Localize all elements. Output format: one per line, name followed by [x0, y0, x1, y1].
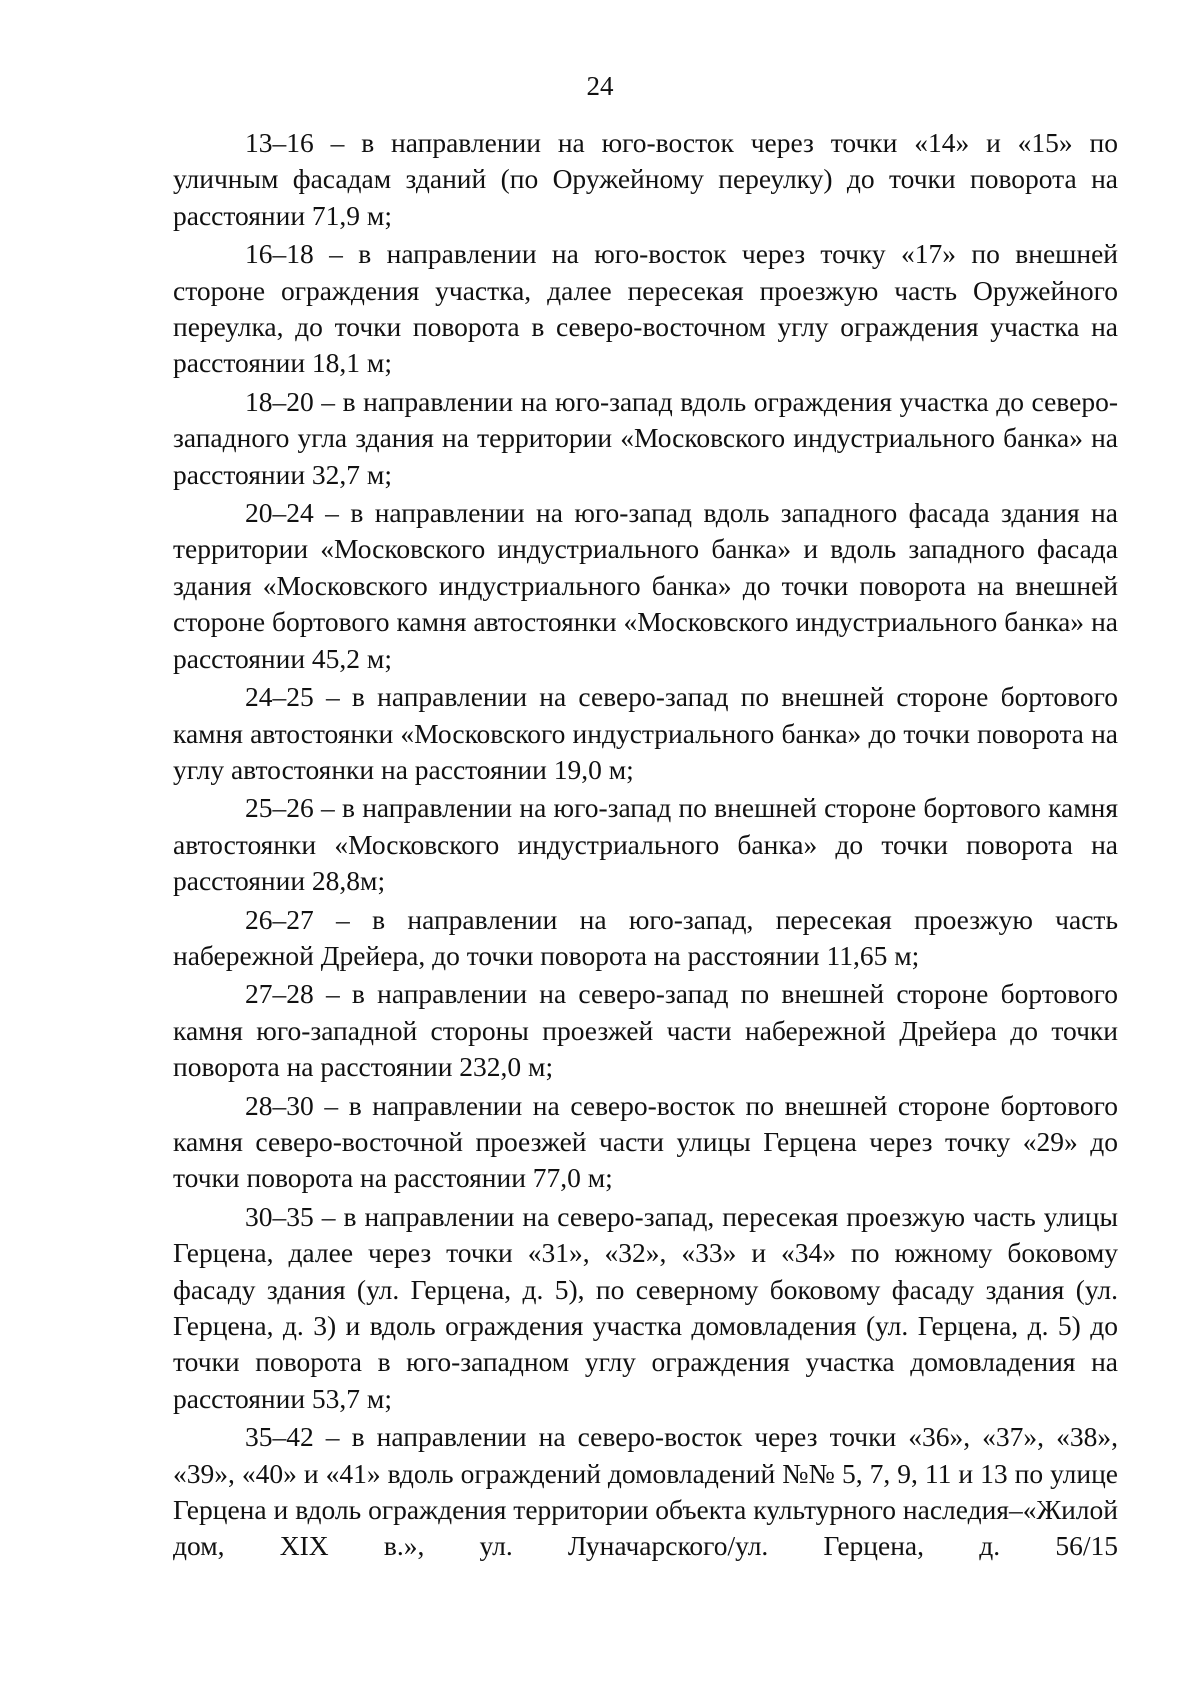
paragraph-26-27: 26–27 – в направлении на юго-запад, пересекая проезжую часть набережной Дрейера, до точки поворота на расстоянии 11,65 м; [173, 903, 1118, 971]
document-body [173, 125, 1118, 1567]
paragraph-18-20: 18–20 – в направлении на юго-запад вдоль ограждения участка до северо-западного угла здания на территории «Московского индустриального банка» на расстоянии 32,7 м; [173, 385, 1118, 490]
paragraph-25-26: 25–26 – в направлении на юго-запад по внешней стороне бортового камня автостоянки «Московского индустриального банка» до точки поворота на расстоянии 28,8м; [173, 792, 1118, 897]
paragraph-24-25: 24–25 – в направлении на северо-запад по внешней стороне бортового камня автостоянки «Московского индустриального банка» до точки поворота на углу автостоянки на расстоянии 19,0 м; [173, 681, 1118, 785]
paragraph-30-35: 30–35 – в направлении на северо-запад, пересекая проезжую часть улицы Герцена, далее через точки «31», «32», «33» и «34» по южному боковому фасаду здания (ул. Герцена, д. 5), по северному боковому фасаду здания (ул. Герцена, д. 3) и вдоль ограждения участка домовладения (ул. Герцена, д. 5) до точки поворота в юго-западном углу ограждения участка домовладения на расстоянии 53,7 м; [173, 1200, 1118, 1414]
paragraph-28-30: 28–30 – в направлении на северо-восток по внешней стороне бортового камня северо-восточной проезжей части улицы Герцена через точку «29» до точки поворота на расстоянии 77,0 м; [173, 1089, 1118, 1194]
paragraph-35-42: 35–42 – в направлении на северо-восток через точки «36», «37», «38», «39», «40» и «41» вдоль ограждений домовладений №№ 5, 7, 9, 11 и 13 по улице Герцена и вдоль ограждения территории объекта культурного наследия–«Жилой дом, XIX в.», ул. Луначарского/ул. Герцена, д. 56/15 [173, 1421, 1118, 1562]
paragraph-27-28: 27–28 – в направлении на северо-запад по внешней стороне бортового камня юго-западной стороны проезжей части набережной Дрейера до точки поворота на расстоянии 232,0 м; [173, 978, 1118, 1083]
paragraph-16-18: 16–18 – в направлении на юго-восток через точку «17» по внешней стороне ограждения участка, далее пересекая проезжую часть Оружейного переулка, до точки поворота в северо-восточном углу ограждения участка на расстоянии 18,1 м; [173, 238, 1118, 379]
paragraph-13-16: 13–16 – в направлении на юго-восток через точки «14» и «15» по уличным фасадам зданий (по Оружейному переулку) до точки поворота на расстоянии 71,9 м; [173, 127, 1118, 231]
paragraph-20-24: 20–24 – в направлении на юго-запад вдоль западного фасада здания на территории «Московского индустриального банка» и вдоль западного фасада здания «Московского индустриального банка» до точки поворота на внешней стороне бортового камня автостоянки «Московского индустриального банка» на расстоянии 45,2 м; [173, 497, 1118, 674]
page-number: 24 [586, 71, 614, 101]
